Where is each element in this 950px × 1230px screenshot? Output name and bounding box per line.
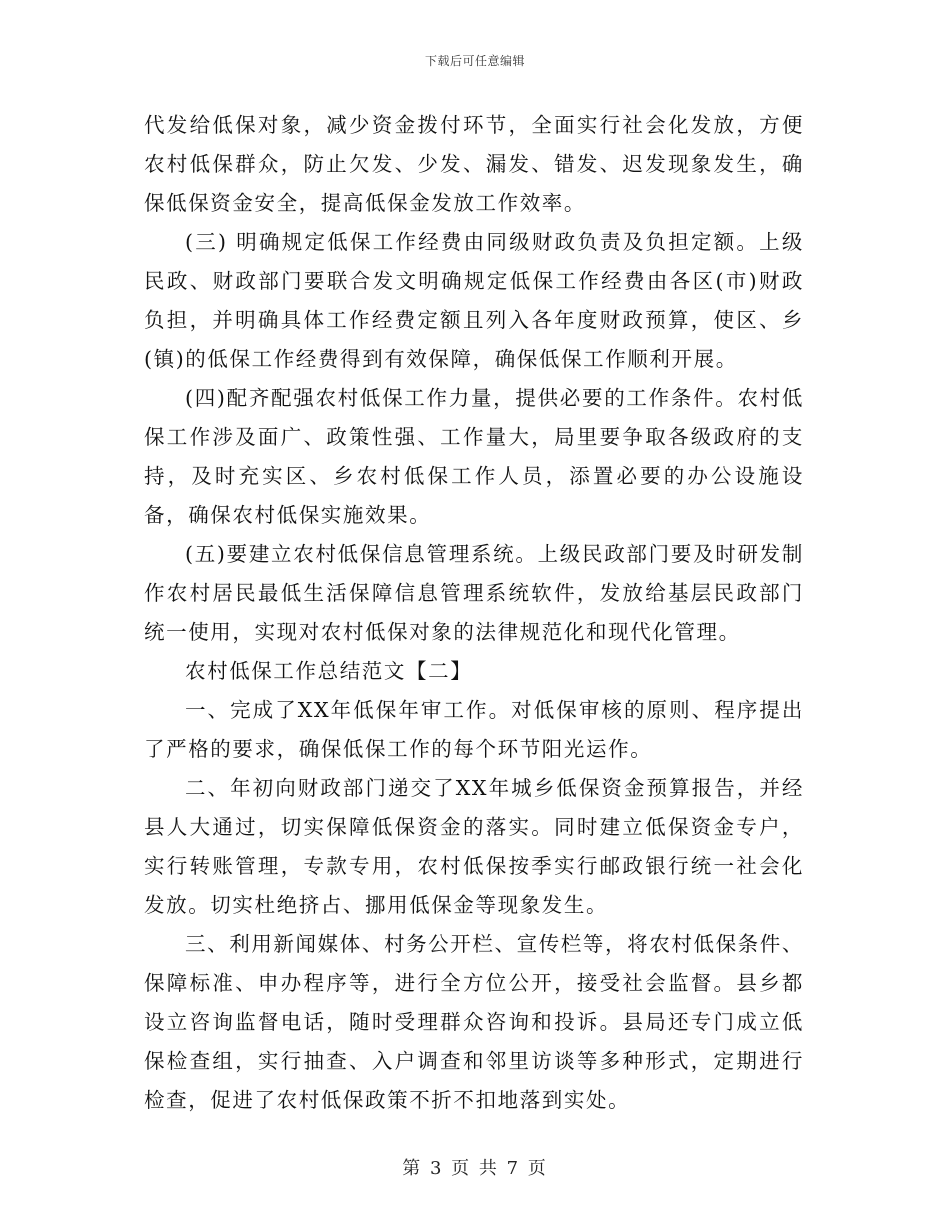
paragraph-section-5: (五)要建立农村低保信息管理系统。上级民政部门要及时研发制作农村居民最低生活保障信息管理系统软件，发放给基层民政部门统一使用，实现对农村低保对象的法律规范化和现代化管理。	[144, 542, 804, 644]
document-body	[144, 106, 804, 1120]
paragraph-continuation: 代发给低保对象，减少资金拨付环节，全面实行社会化发放，方便农村低保群众，防止欠发、少发、漏发、错发、迟发现象发生，确保低保资金安全，提高低保金发放工作效率。	[144, 113, 804, 215]
paragraph-item-3: 三、利用新闻媒体、村务公开栏、宣传栏等，将农村低保条件、保障标准、申办程序等，进行全方位公开，接受社会监督。县乡都设立咨询监督电话，随时受理群众咨询和投诉。县局还专门成立低保检查组，实行抽查、入户调查和邻里访谈等多种形式，定期进行检查，促进了农村低保政策不折不扣地落到实处。	[144, 932, 804, 1112]
paragraph-item-2: 二、年初向财政部门递交了XX年城乡低保资金预算报告，并经县人大通过，切实保障低保资金的落实。同时建立低保资金专户，实行转账管理，专款专用，农村低保按季实行邮政银行统一社会化发放。切实杜绝挤占、挪用低保金等现象发生。	[144, 776, 804, 917]
section-heading: 农村低保工作总结范文【二】	[185, 659, 473, 683]
paragraph-section-4: (四)配齐配强农村低保工作力量，提供必要的工作条件。农村低保工作涉及面广、政策性强、工作量大，局里要争取各级政府的支持，及时充实区、乡农村低保工作人员，添置必要的办公设施设备，确保农村低保实施效果。	[144, 386, 804, 527]
page-header: 下载后可任意编辑	[424, 54, 525, 68]
page-number: 第 3 页 共 7 页	[402, 1158, 548, 1179]
paragraph-item-1: 一、完成了XX年低保年审工作。对低保审核的原则、程序提出了严格的要求，确保低保工作的每个环节阳光运作。	[144, 698, 804, 761]
paragraph-section-3: (三) 明确规定低保工作经费由同级财政负责及负担定额。上级民政、财政部门要联合发文明确规定低保工作经费由各区(市)财政负担，并明确具体工作经费定额且列入各年度财政预算，使区、乡(镇)的低保工作经费得到有效保障，确保低保工作顺利开展。	[144, 230, 804, 371]
